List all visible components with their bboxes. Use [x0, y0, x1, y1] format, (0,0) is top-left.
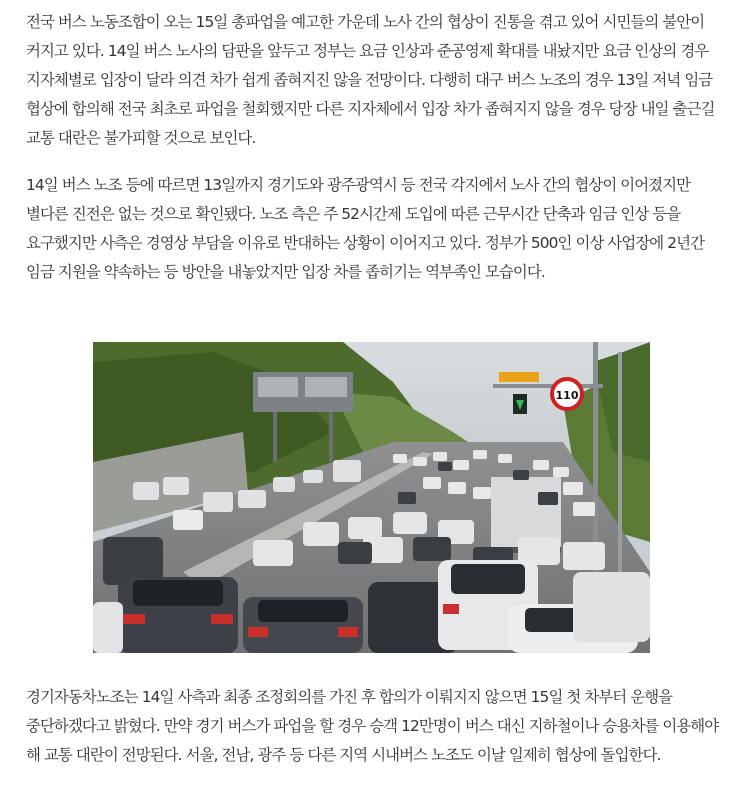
article-paragraph-1: 전국 버스 노동조합이 오는 15일 총파업을 예고한 가운데 노사 간의 협상이 진통을 겪고 있어 시민들의 불안이 커지고 있다. 14일 버스 노사의 담판을 앞두고 정부는 요금 인상과 준공영제 확대를 내놨지만 요금 인상의 경우 지자체별로 입장이 달라 의견 차가 쉽게 좁혀지진 않을 전망이다. 다행히 대구 버스 노조의 경우 13일 저녁 임금 협상에 합의해 전국 최초로 파업을 철회했지만 다른 지자체에서 입장 차가 좁혀지지 않을 경우 당장 내일 출근길 교통 대란은 불가피할 것으로 보인다.: [26, 13, 715, 147]
traffic-jam-photo: [93, 342, 650, 653]
article-paragraph-3: 경기자동차노조는 14일 사측과 최종 조정회의를 가진 후 합의가 이뤄지지 않으면 15일 첫 차부터 운행을 중단하겠다고 밝혔다. 만약 경기 버스가 파업을 할 경우 승객 12만명이 버스 대신 지하철이나 승용차를 이용해야 해 교통 대란이 전망된다. 서울, 전남, 광주 등 다른 지역 시내버스 노조도 이날 일제히 협상에 돌입한다.: [26, 688, 719, 764]
speed-limit-sign-text: 110: [555, 389, 579, 402]
article-paragraph-2: 14일 버스 노조 등에 따르면 13일까지 경기도와 광주광역시 등 전국 각지에서 노사 간의 협상이 이어졌지만 별다른 진전은 없는 것으로 확인됐다. 노조 측은 주 52시간제 도입에 따른 근무시간 단축과 임금 인상 등을 요구했지만 사측은 경영상 부담을 이유로 반대하는 상황이 이어지고 있다. 정부가 500인 이상 사업장에 2년간 임금 지원을 약속하는 등 방안을 내놓았지만 입장 차를 좁히기는 역부족인 모습이다.: [26, 176, 705, 281]
